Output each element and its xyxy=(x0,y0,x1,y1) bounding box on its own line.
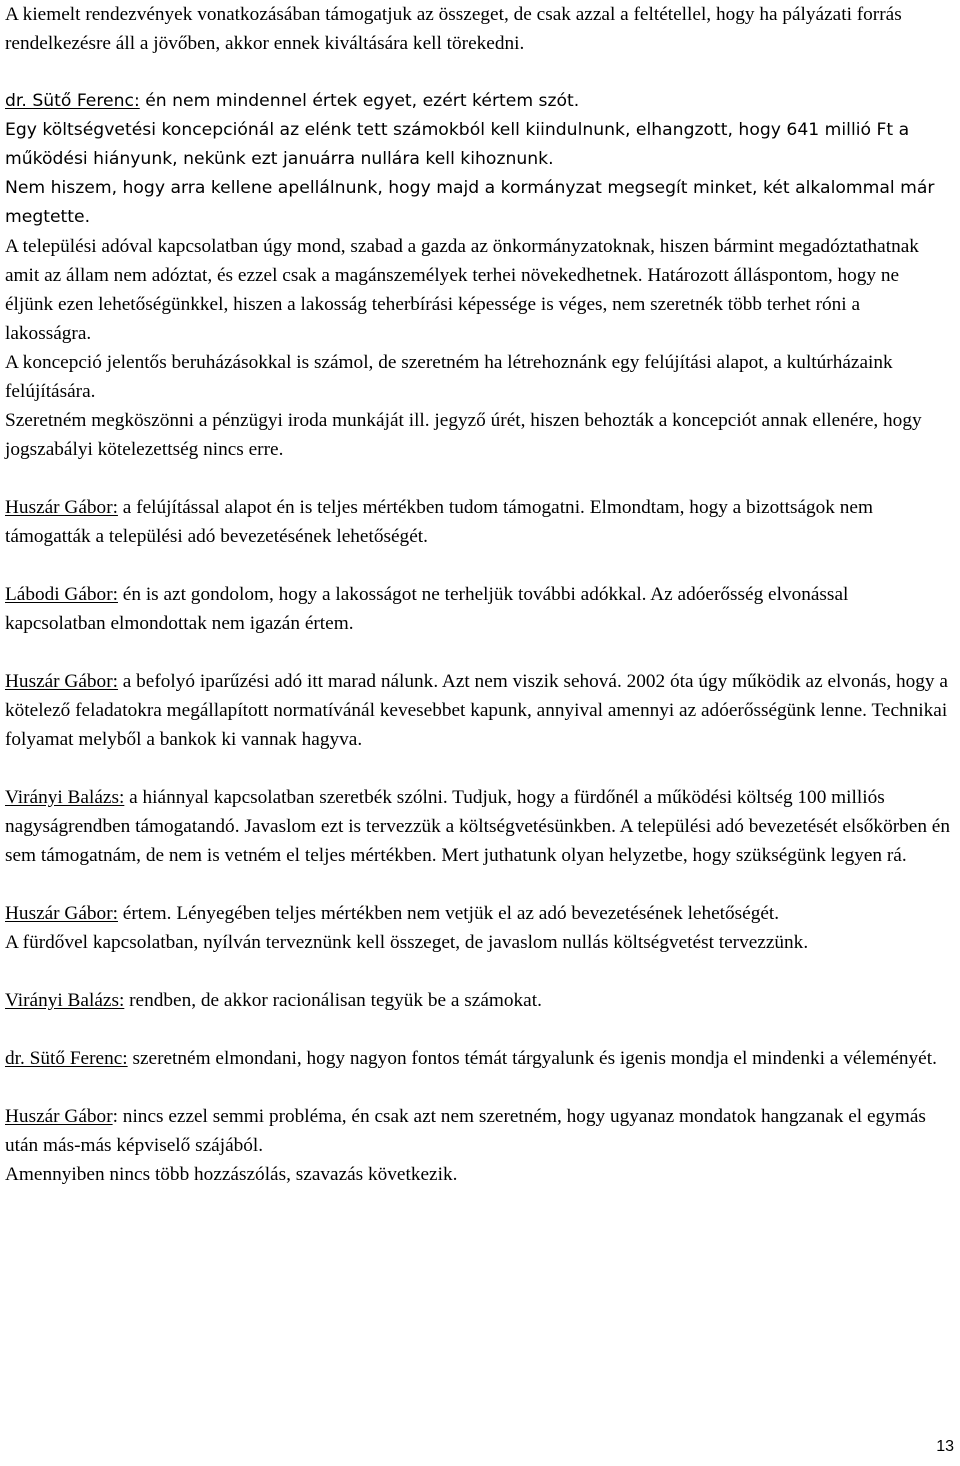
speaker-name: Huszár Gábor: xyxy=(5,671,118,692)
speaker-name: Virányi Balázs: xyxy=(5,990,125,1011)
paragraph-text: A kiemelt rendezvények vonatkozásában támogatjuk az összeget, de csak azzal a feltétellel, hogy ha pályázati forrás rendelkezésre áll a jövőben, akkor ennek kiváltására kell törekedni. xyxy=(5,4,902,54)
paragraph-budget-deficit xyxy=(5,116,950,174)
paragraph-renovation-fund xyxy=(5,348,950,406)
paragraph-text: a felújítással alapot én is teljes mértékben tudom támogatni. Elmondtam, hogy a bizottságok nem támogatták a települési adó bevezetésének lehetőségét. xyxy=(5,497,873,547)
paragraph-viranyi-2 xyxy=(5,986,950,1015)
paragraph-text: Amennyiben nincs több hozzászólás, szavazás következik. xyxy=(5,1164,458,1185)
spacer xyxy=(5,464,950,493)
paragraph-bath-budget xyxy=(5,928,950,957)
paragraph-suto-intro xyxy=(5,87,950,116)
speaker-name: Virányi Balázs: xyxy=(5,787,125,808)
paragraph-highlighted-events xyxy=(5,0,950,58)
paragraph-text: értem. Lényegében teljes mértékben nem vetjük el az adó bevezetésének lehetőségét. xyxy=(117,903,780,924)
spacer xyxy=(5,1015,950,1044)
paragraph-text: szeretném elmondani, hogy nagyon fontos témát tárgyalunk és igenis mondja el mindenki a véleményét. xyxy=(127,1048,937,1069)
paragraph-huszar-2 xyxy=(5,667,950,754)
paragraph-text: A települési adóval kapcsolatban úgy mond, szabad a gazda az önkormányzatoknak, hiszen bármint megadóztathatnak amit az állam nem adóztat, és ezzel csak a magánszemélyek terhei növekedhetnek. xyxy=(5,236,919,286)
paragraph-viranyi-1 xyxy=(5,783,950,870)
paragraph-huszar-4 xyxy=(5,1102,950,1160)
speaker-name: Huszár Gábor xyxy=(5,1106,113,1127)
paragraph-huszar-3 xyxy=(5,899,950,928)
paragraph-thanks xyxy=(5,406,950,464)
spacer xyxy=(5,58,950,87)
speaker-name: dr. Sütő Ferenc: xyxy=(5,91,140,111)
speaker-name: Huszár Gábor: xyxy=(5,903,118,924)
paragraph-text: : nincs ezzel semmi probléma, én csak azt nem szeretném, hogy ugyanaz mondatok hangzanak el egymás után más-más képviselő szájából. xyxy=(5,1106,926,1156)
paragraph-government-help xyxy=(5,174,950,232)
spacer xyxy=(5,1073,950,1102)
spacer xyxy=(5,957,950,986)
paragraph-text: Szeretném megköszönni a pénzügyi iroda munkáját ill. jegyző úrét, hiszen behozták a koncepciót annak ellenére, hogy jogszabályi kötelezettség nincs erre. xyxy=(5,410,922,460)
paragraph-local-tax xyxy=(5,232,950,348)
document-page xyxy=(5,0,950,1189)
speaker-name: Lábodi Gábor: xyxy=(5,584,118,605)
spacer xyxy=(5,754,950,783)
spacer xyxy=(5,870,950,899)
paragraph-text: Egy költségvetési koncepciónál az elénk tett számokból kell kiindulnunk, elhangzott, hogy 641 millió Ft a működési hiányunk, nekünk ezt januárra nullára kell kihoznunk. xyxy=(5,120,910,169)
paragraph-text: Nem hiszem, hogy arra kellene apellálnunk, hogy majd a kormányzat megsegít minket, két alkalommal már megtette. xyxy=(5,178,935,227)
paragraph-labodi xyxy=(5,580,950,638)
paragraph-huszar-1 xyxy=(5,493,950,551)
paragraph-text: a befolyó iparűzési adó itt marad nálunk. Azt nem viszik sehová. 2002 óta úgy működik az elvonás, hogy a kötelező feladatokra megállapított normatívánál kevesebbet kapunk, annyival amennyi az adóerősségünk lenne. Technikai folyamat melyből a bankok ki vannak hagyva. xyxy=(5,671,948,750)
spacer xyxy=(5,551,950,580)
paragraph-text: a hiánnyal kapcsolatban szeretbék szólni. Tudjuk, hogy a fürdőnél a működési költség 100 milliós nagyságrendben támogatandó. Javaslom ezt is tervezzük a költségvetésünkben. A települési adó bevezetését elsőkörben én sem támogatnám, de nem is vetném el teljes mértékben. Mert juthatunk olyan helyzetbe, hogy szükségünk legyen rá. xyxy=(5,787,950,866)
paragraph-text: én nem mindennel értek egyet, ezért kértem szót. xyxy=(139,91,580,111)
paragraph-text: én is azt gondolom, hogy a lakosságot ne terheljük további adókkal. Az adóerősség elvonással kapcsolatban elmondottak nem igazán értem. xyxy=(5,584,849,634)
speaker-name: Huszár Gábor: xyxy=(5,497,118,518)
paragraph-text: A koncepció jelentős beruházásokkal is számol, de szeretném ha létrehoznánk egy felújítási alapot, a kultúrházaink felújítására. xyxy=(5,352,893,402)
paragraph-text: rendben, de akkor racionálisan tegyük be a számokat. xyxy=(124,990,542,1011)
paragraph-vote xyxy=(5,1160,950,1189)
spacer xyxy=(5,638,950,667)
paragraph-text-continued: Határozott álláspontom, hogy ne éljünk ezen lehetőségünkkel, hiszen a lakosság teherbírási képessége is véges, nem szeretnék több terhet róni a lakosságra. xyxy=(5,265,900,344)
page-number: 13 xyxy=(936,1438,954,1455)
speaker-name: dr. Sütő Ferenc: xyxy=(5,1048,128,1069)
paragraph-suto-2 xyxy=(5,1044,950,1073)
paragraph-text: A fürdővel kapcsolatban, nyílván terveznünk kell összeget, de javaslom nullás költségvetést tervezzünk. xyxy=(5,932,809,953)
